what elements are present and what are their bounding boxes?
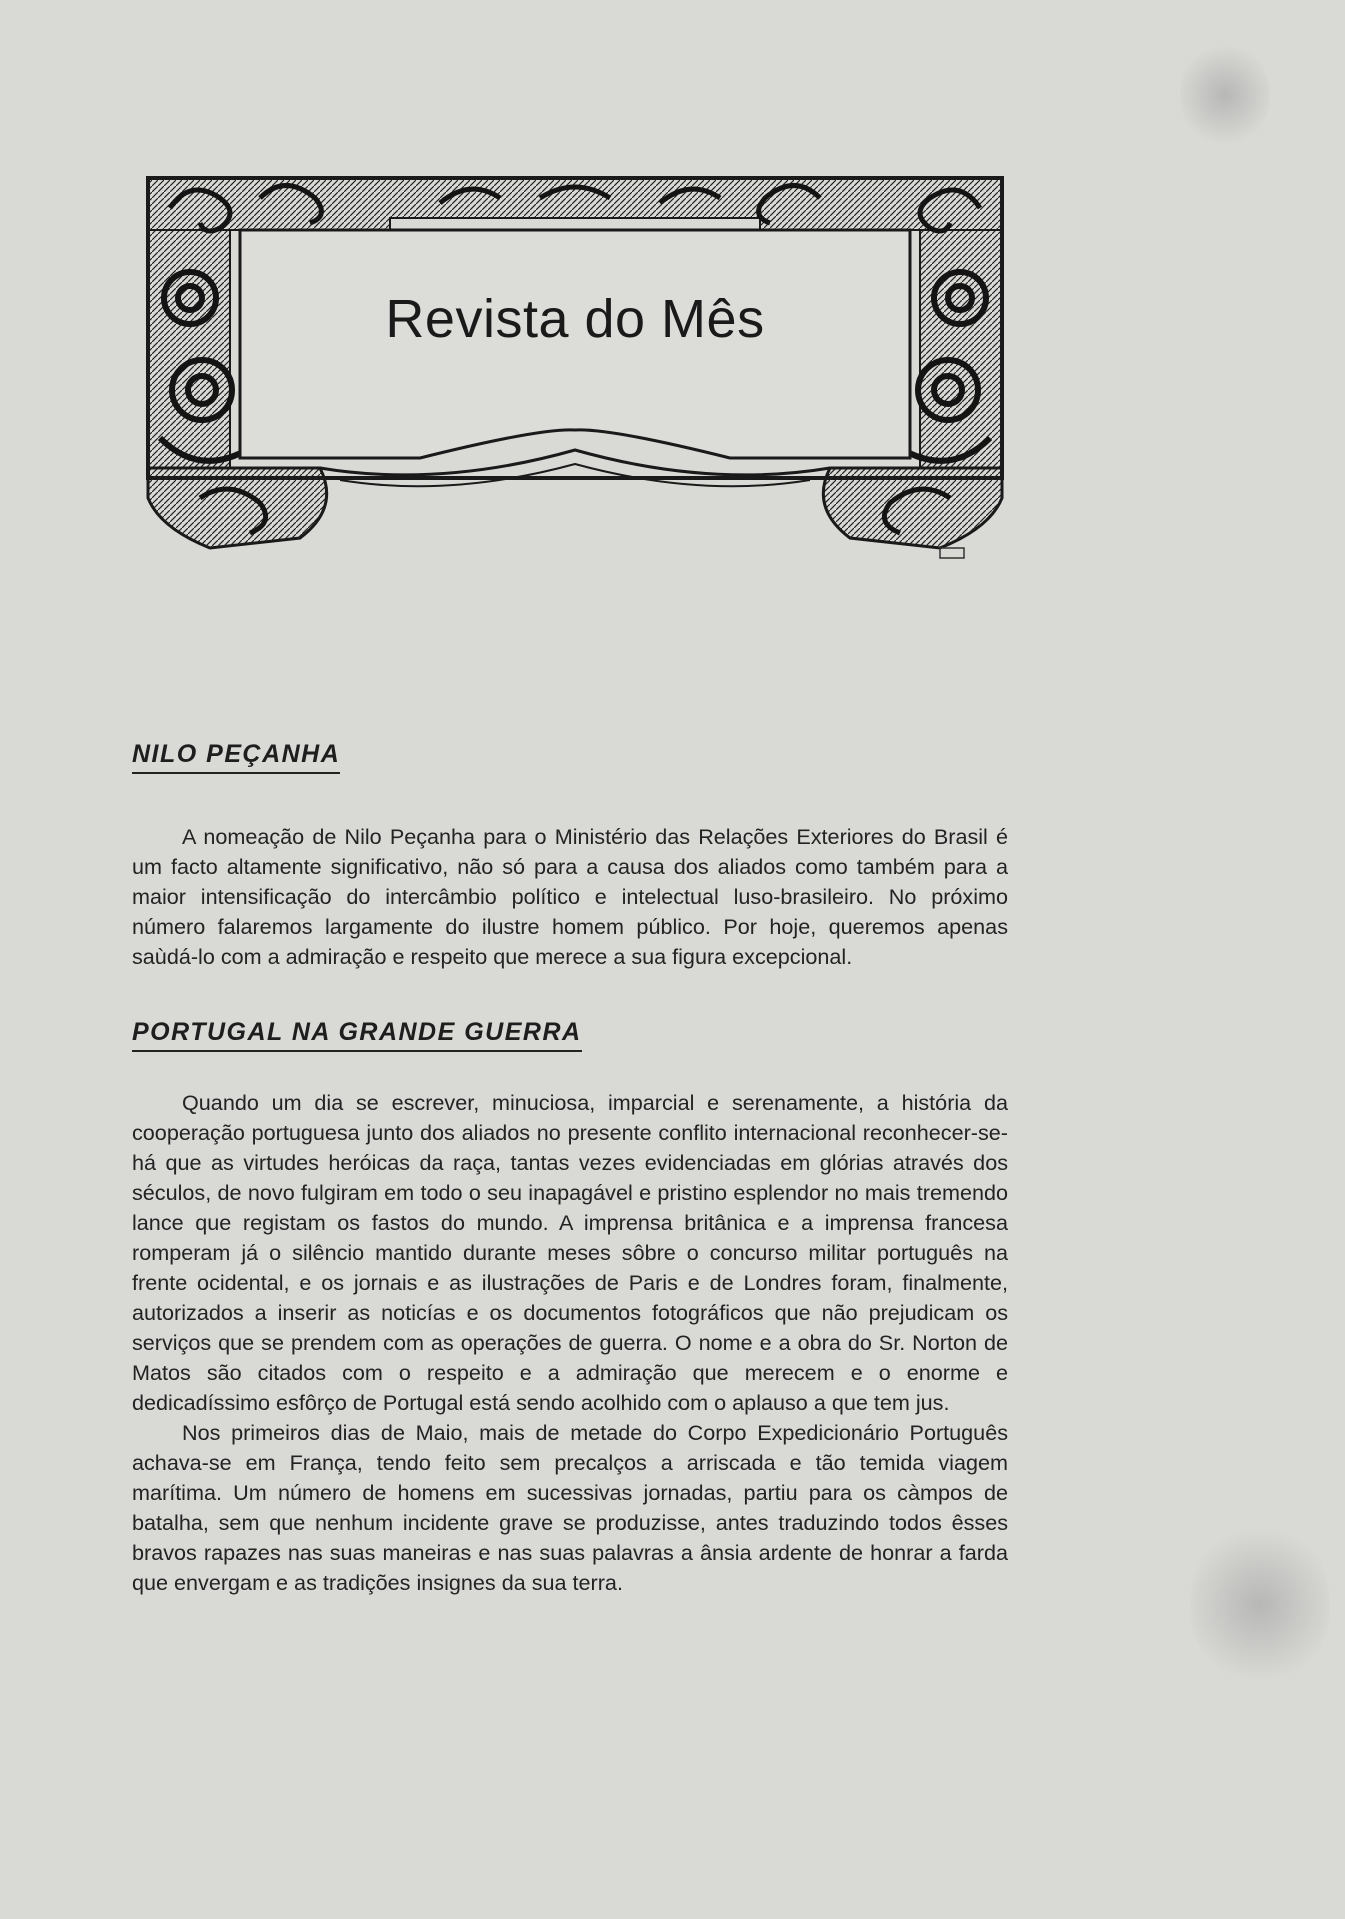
paragraph: Nos primeiros dias de Maio, mais de metade do Corpo Expedicionário Português achava-se em França, tendo feito sem precalços a arriscada e tão temida viagem marítima. Um número de homens em sucessivas jornadas, partiu para os càmpos de batalha, sem que nenhum incidente grave se produzisse, antes traduzindo todos êsses bravos rapazes nas suas maneiras e nas suas palavras a ânsia ardente de honrar a farda que envergam e as tradições insignes da sua terra. [132, 1420, 1008, 1595]
page-stain [1180, 40, 1270, 150]
section-heading: PORTUGAL NA GRANDE GUERRA [132, 1018, 582, 1052]
paragraph: A nomeação de Nilo Peçanha para o Ministério das Relações Exteriores do Brasil é um facto altamente significativo, não só para a causa dos aliados como também para a maior intensificação do intercâmbio político e intelectual luso-brasileiro. No próximo número falaremos largamente do ilustre homem público. Por hoje, queremos apenas saùdá-lo com a admiração e respeito que merece a sua figura excepcional. [132, 824, 1008, 969]
section-heading: NILO PEÇANHA [132, 740, 340, 774]
article-section-portugal-na-grande-guerra [132, 1018, 1008, 1598]
header-ornament [140, 168, 1010, 560]
article-section-nilo-pecanha [132, 740, 1008, 972]
paragraph: Quando um dia se escrever, minuciosa, imparcial e serenamente, a história da cooperação portuguesa junto dos aliados no presente conflito internacional reconhecer-se-há que as virtudes heróicas da raça, tantas vezes evidenciadas em glórias através dos séculos, de novo fulgiram em todo o seu inapagável e pristino esplendor no mais tremendo lance que registam os fastos do mundo. A imprensa britânica e a imprensa francesa romperam já o silêncio mantido durante meses sôbre o concurso militar português na frente ocidental, e os jornais e as ilustrações de Paris e de Londres foram, finalmente, autorizados a inserir as noticías e os documentos fotográficos que não prejudicam os serviços que se prendem com as operações de guerra. O nome e a obra do Sr. Norton de Matos são citados com o respeito e a admiração que merecem e o enorme e dedicadíssimo esfôrço de Portugal está sendo acolhido com o aplauso a que tem jus. [132, 1090, 1008, 1415]
ornamental-frame-graphic [140, 168, 1010, 560]
page-title: Revista do Mês [385, 289, 765, 349]
page-stain [1190, 1520, 1330, 1690]
